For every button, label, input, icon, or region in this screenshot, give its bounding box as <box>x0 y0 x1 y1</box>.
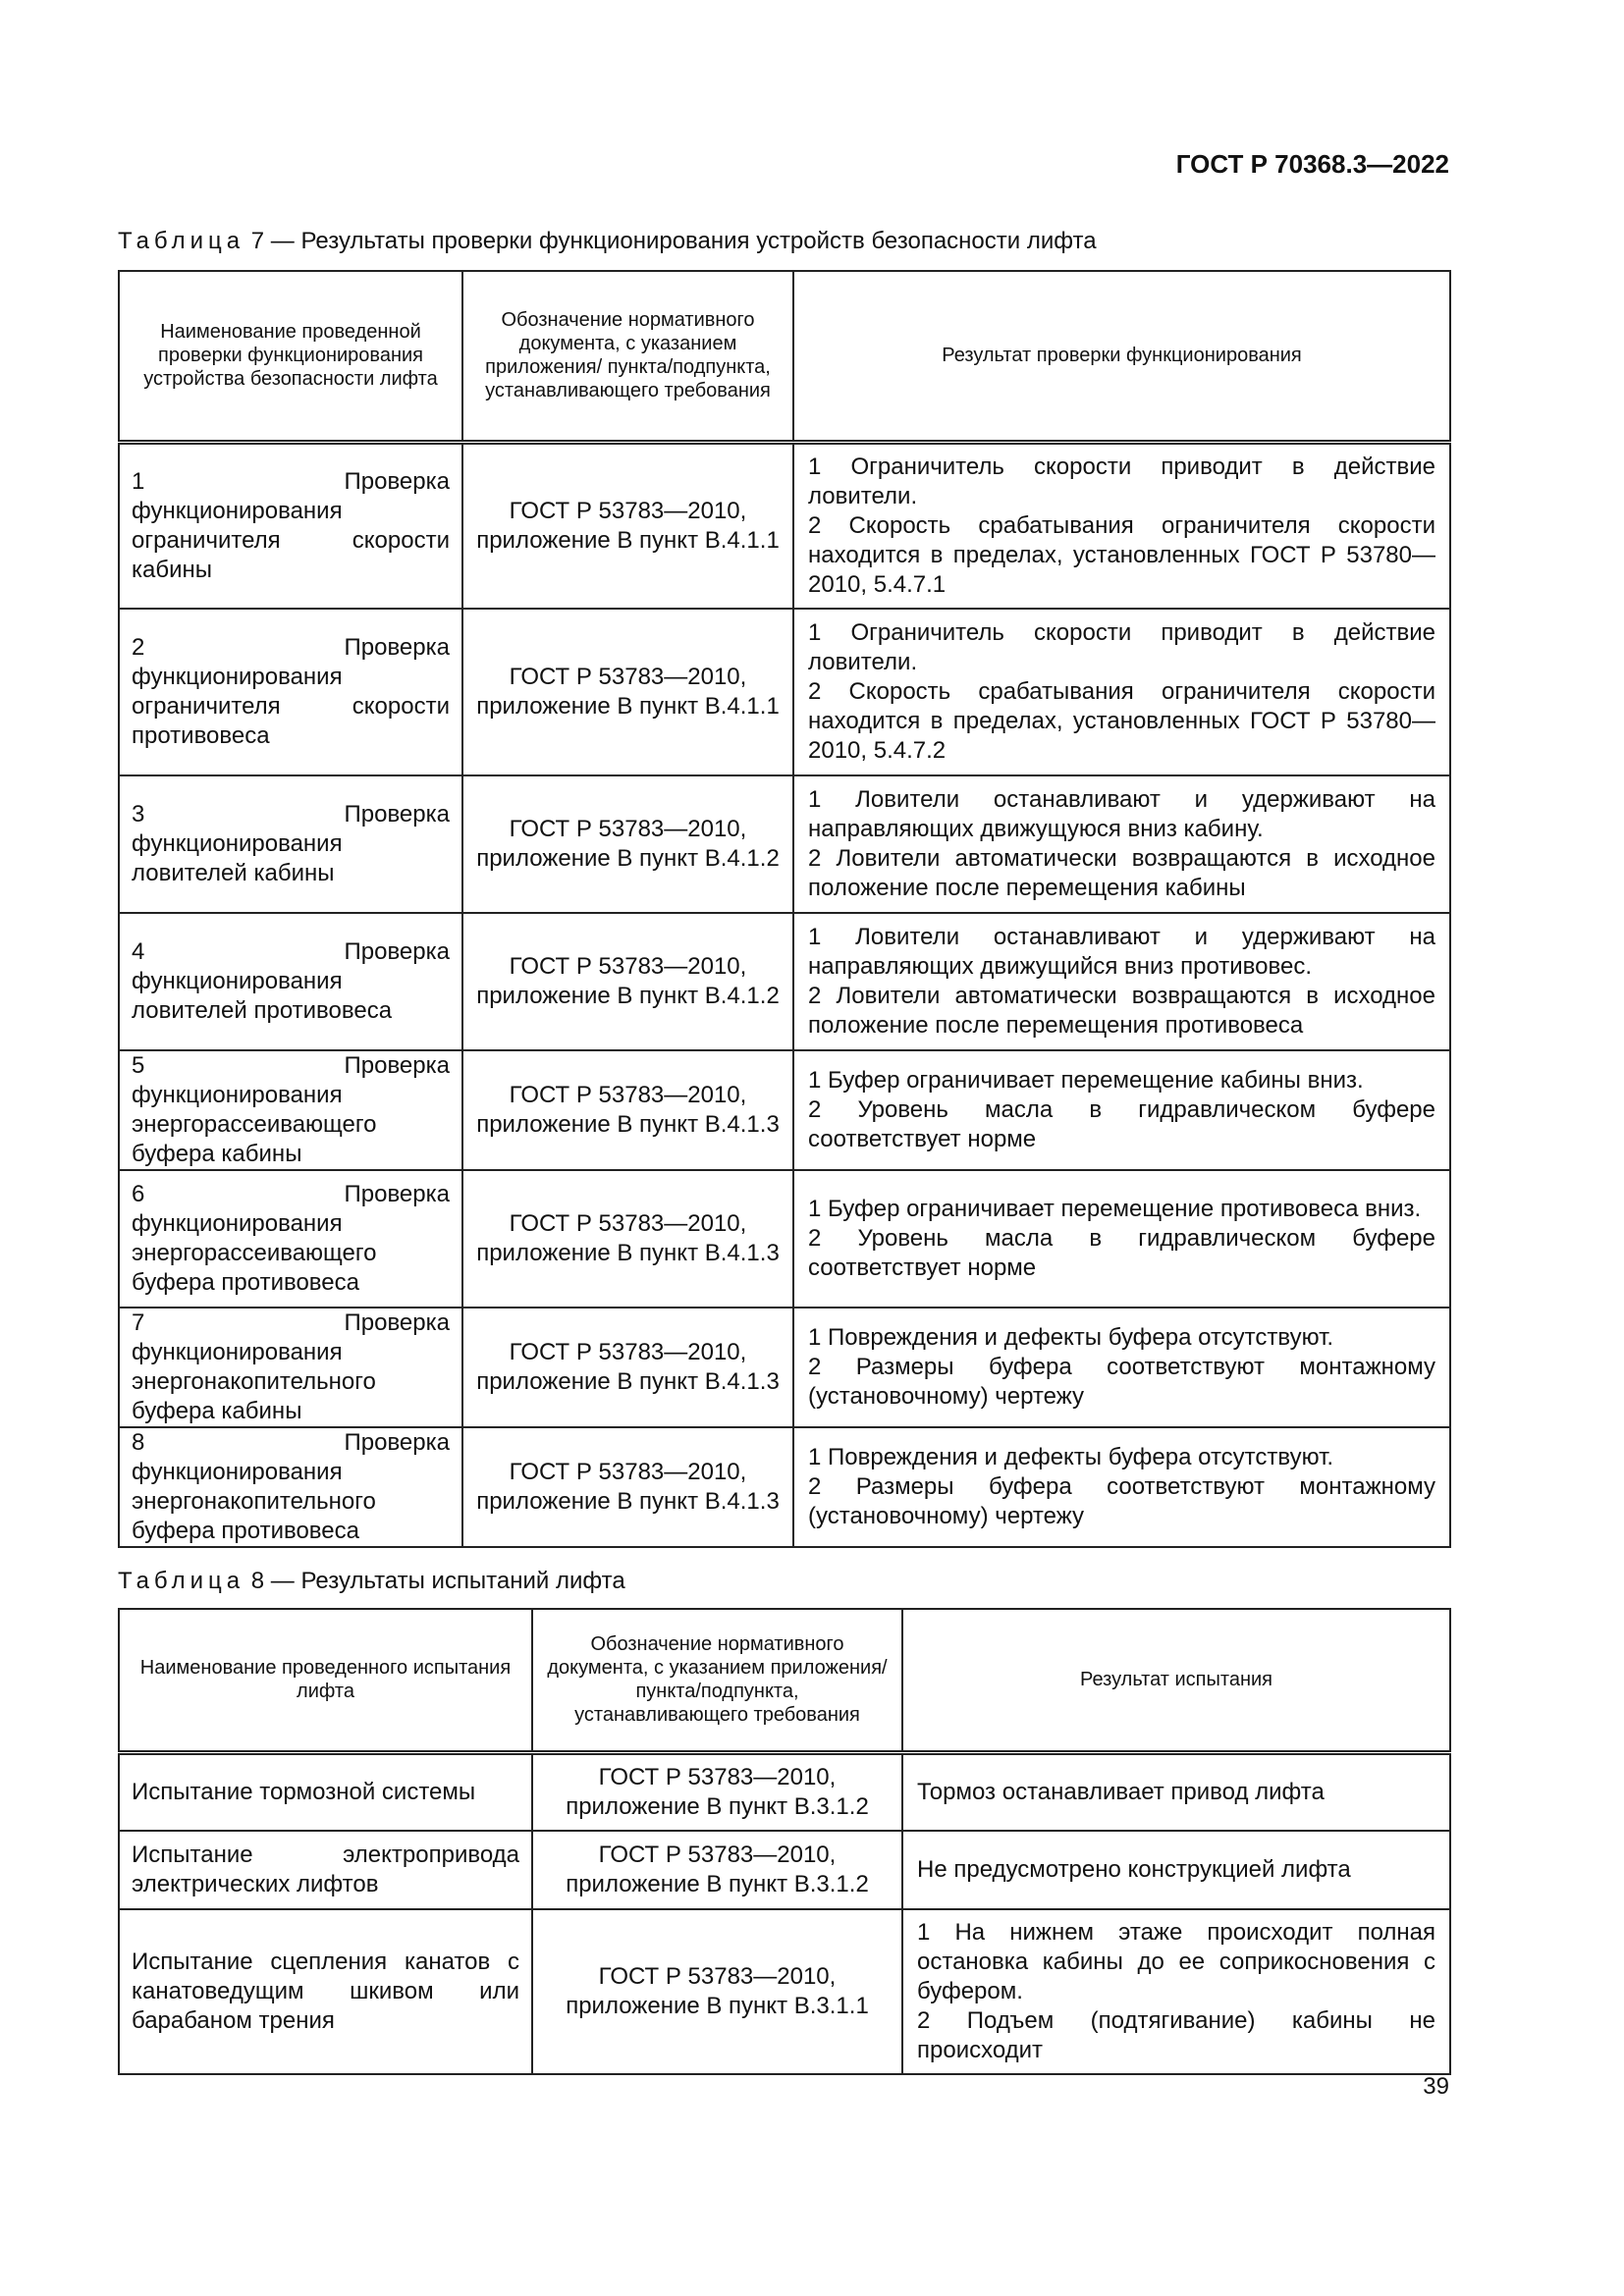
check-name-cell: Испытание электропривода электрических лифтов <box>119 1831 532 1909</box>
table-row <box>119 1170 1450 1308</box>
normative-doc-cell: ГОСТ Р 53783—2010, приложение В пункт В.4.1.1 <box>462 442 793 609</box>
check-name-cell: 8 Проверка функционирования энергонакопительного буфера противовеса <box>119 1427 462 1547</box>
table8-caption-text: 8 — Результаты испытаний лифта <box>250 1568 625 1594</box>
column-header: Результат проверки функционирования <box>793 271 1450 442</box>
result-line: Тормоз останавливает привод лифта <box>917 1778 1325 1805</box>
normative-doc-cell: ГОСТ Р 53783—2010, приложение В пункт В.4.1.3 <box>462 1427 793 1547</box>
check-name-cell: 5 Проверка функционирования энергорассеивающего буфера кабины <box>119 1050 462 1170</box>
result-line: 2 Размеры буфера соответствуют монтажному (установочному) чертежу <box>808 1473 1435 1529</box>
result-line: 2 Скорость срабатывания ограничителя скорости находится в пределах, установленных ГОСТ Р 53780—2010, 5.4.7.1 <box>808 511 1435 598</box>
document-standard-number: ГОСТ Р 70368.3—2022 <box>1175 149 1449 179</box>
table8-caption-word: Таблица <box>118 1568 245 1594</box>
normative-doc-cell: ГОСТ Р 53783—2010, приложение В пункт В.4.1.3 <box>462 1170 793 1308</box>
result-line: 1 Повреждения и дефекты буфера отсутствуют. <box>808 1444 1334 1470</box>
result-line: 2 Скорость срабатывания ограничителя скорости находится в пределах, установленных ГОСТ Р 53780—2010, 5.4.7.2 <box>808 678 1435 764</box>
column-header: Обозначение нормативного документа, с указанием приложения/ пункта/подпункта, устанавливающего требования <box>462 271 793 442</box>
result-cell <box>902 1831 1450 1909</box>
normative-doc-cell: ГОСТ Р 53783—2010, приложение В пункт В.4.1.3 <box>462 1050 793 1170</box>
page-number: 39 <box>1423 2073 1449 2100</box>
result-line: 1 Ловители останавливают и удерживают на направляющих движущийся вниз противовес. <box>808 924 1435 980</box>
check-name-cell: 4 Проверка функционирования ловителей противовеса <box>119 913 462 1050</box>
table-row <box>119 1427 1450 1547</box>
normative-doc-cell: ГОСТ Р 53783—2010, приложение В пункт В.3.1.1 <box>532 1909 902 2074</box>
check-name-cell: Испытание сцепления канатов с канатоведущим шкивом или барабаном трения <box>119 1909 532 2074</box>
table-header-row <box>119 271 1450 442</box>
result-line: 1 Буфер ограничивает перемещение противовеса вниз. <box>808 1196 1422 1222</box>
check-name-cell: 1 Проверка функционирования ограничителя скорости кабины <box>119 442 462 609</box>
table-row <box>119 775 1450 913</box>
table8 <box>118 1608 1451 2075</box>
table-row <box>119 442 1450 609</box>
result-cell <box>793 1050 1450 1170</box>
table-row <box>119 1308 1450 1427</box>
normative-doc-cell: ГОСТ Р 53783—2010, приложение В пункт В.4.1.2 <box>462 775 793 913</box>
table8-caption <box>118 1568 625 1595</box>
result-cell <box>902 1752 1450 1831</box>
result-cell <box>793 775 1450 913</box>
result-line: 1 Повреждения и дефекты буфера отсутствуют. <box>808 1324 1334 1351</box>
result-line: Не предусмотрено конструкцией лифта <box>917 1856 1351 1883</box>
table-header-row <box>119 1609 1450 1752</box>
column-header: Обозначение нормативного документа, с указанием приложения/ пункта/подпункта, устанавливающего требования <box>532 1609 902 1752</box>
normative-doc-cell: ГОСТ Р 53783—2010, приложение В пункт В.4.1.2 <box>462 913 793 1050</box>
normative-doc-cell: ГОСТ Р 53783—2010, приложение В пункт В.4.1.3 <box>462 1308 793 1427</box>
normative-doc-cell: ГОСТ Р 53783—2010, приложение В пункт В.4.1.1 <box>462 609 793 775</box>
check-name-cell: 3 Проверка функционирования ловителей кабины <box>119 775 462 913</box>
table7-caption-word: Таблица <box>118 228 245 254</box>
result-cell <box>793 1170 1450 1308</box>
table7 <box>118 270 1451 1548</box>
table-row <box>119 1752 1450 1831</box>
result-cell <box>793 609 1450 775</box>
table7-caption-text: 7 — Результаты проверки функционирования устройств безопасности лифта <box>250 228 1097 254</box>
column-header: Наименование проведенного испытания лифта <box>119 1609 532 1752</box>
result-line: 2 Уровень масла в гидравлическом буфере соответствует норме <box>808 1225 1435 1281</box>
normative-doc-cell: ГОСТ Р 53783—2010, приложение В пункт В.3.1.2 <box>532 1831 902 1909</box>
result-line: 2 Ловители автоматически возвращаются в исходное положение после перемещения противовеса <box>808 983 1435 1039</box>
result-line: 1 На нижнем этаже происходит полная остановка кабины до ее соприкосновения с буфером. <box>917 1919 1435 2004</box>
check-name-cell: Испытание тормозной системы <box>119 1752 532 1831</box>
result-line: 1 Ограничитель скорости приводит в действие ловители. <box>808 619 1435 675</box>
table-row <box>119 913 1450 1050</box>
result-cell <box>793 1308 1450 1427</box>
table-row <box>119 1050 1450 1170</box>
result-line: 2 Размеры буфера соответствуют монтажному (установочному) чертежу <box>808 1354 1435 1410</box>
result-cell <box>902 1909 1450 2074</box>
result-line: 1 Ловители останавливают и удерживают на направляющих движущуюся вниз кабину. <box>808 786 1435 842</box>
result-line: 2 Уровень масла в гидравлическом буфере соответствует норме <box>808 1096 1435 1152</box>
result-line: 1 Ограничитель скорости приводит в действие ловители. <box>808 453 1435 509</box>
result-cell <box>793 913 1450 1050</box>
table-row <box>119 1909 1450 2074</box>
table7-caption <box>118 228 1097 255</box>
check-name-cell: 7 Проверка функционирования энергонакопительного буфера кабины <box>119 1308 462 1427</box>
normative-doc-cell: ГОСТ Р 53783—2010, приложение В пункт В.3.1.2 <box>532 1752 902 1831</box>
column-header: Наименование проведенной проверки функционирования устройства безопасности лифта <box>119 271 462 442</box>
result-line: 2 Подъем (подтягивание) кабины не происходит <box>917 2007 1435 2063</box>
table-row <box>119 609 1450 775</box>
check-name-cell: 6 Проверка функционирования энергорассеивающего буфера противовеса <box>119 1170 462 1308</box>
column-header: Результат испытания <box>902 1609 1450 1752</box>
table-row <box>119 1831 1450 1909</box>
result-line: 1 Буфер ограничивает перемещение кабины вниз. <box>808 1067 1364 1094</box>
result-cell <box>793 442 1450 609</box>
check-name-cell: 2 Проверка функционирования ограничителя скорости противовеса <box>119 609 462 775</box>
result-line: 2 Ловители автоматически возвращаются в исходное положение после перемещения кабины <box>808 845 1435 901</box>
result-cell <box>793 1427 1450 1547</box>
